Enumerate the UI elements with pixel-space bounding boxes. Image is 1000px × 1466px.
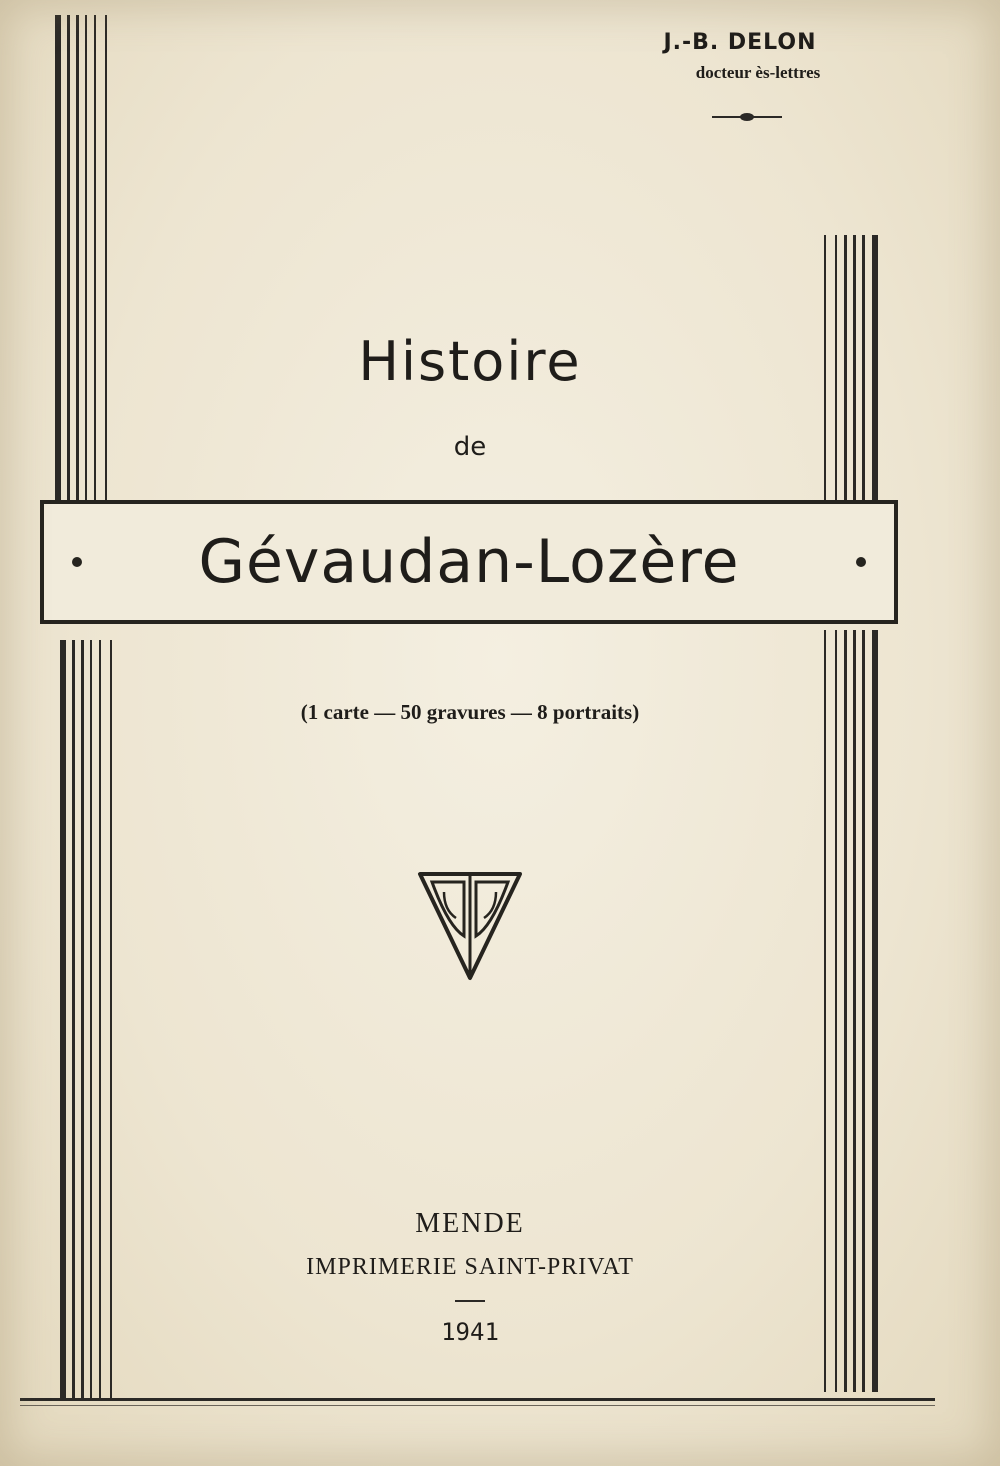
- publisher-emblem-icon: [414, 866, 526, 984]
- bottom-rule-thin: [20, 1405, 935, 1406]
- bullet-icon: [856, 557, 866, 567]
- author-name: J.-B. DELON: [663, 30, 817, 55]
- bullet-icon: [72, 557, 82, 567]
- ornament-divider-icon: [712, 110, 782, 124]
- subtitle: (1 carte — 50 gravures — 8 portraits): [300, 700, 640, 724]
- left-rules-lower: [60, 640, 120, 1400]
- title-place: Gévaudan-Lozère: [198, 527, 740, 597]
- bottom-rule: [20, 1398, 935, 1401]
- imprint-year: 1941: [441, 1318, 499, 1346]
- imprint-printer: IMPRIMERIE SAINT-PRIVAT: [306, 1254, 634, 1280]
- author-title: docteur ès-lettres: [695, 63, 821, 82]
- imprint-divider: [455, 1300, 485, 1302]
- imprint-city: MENDE: [415, 1208, 525, 1239]
- author-block: [600, 30, 880, 83]
- title-frame: [40, 500, 898, 624]
- title-line-2: de: [453, 432, 487, 462]
- title-line-1: Histoire: [358, 330, 582, 393]
